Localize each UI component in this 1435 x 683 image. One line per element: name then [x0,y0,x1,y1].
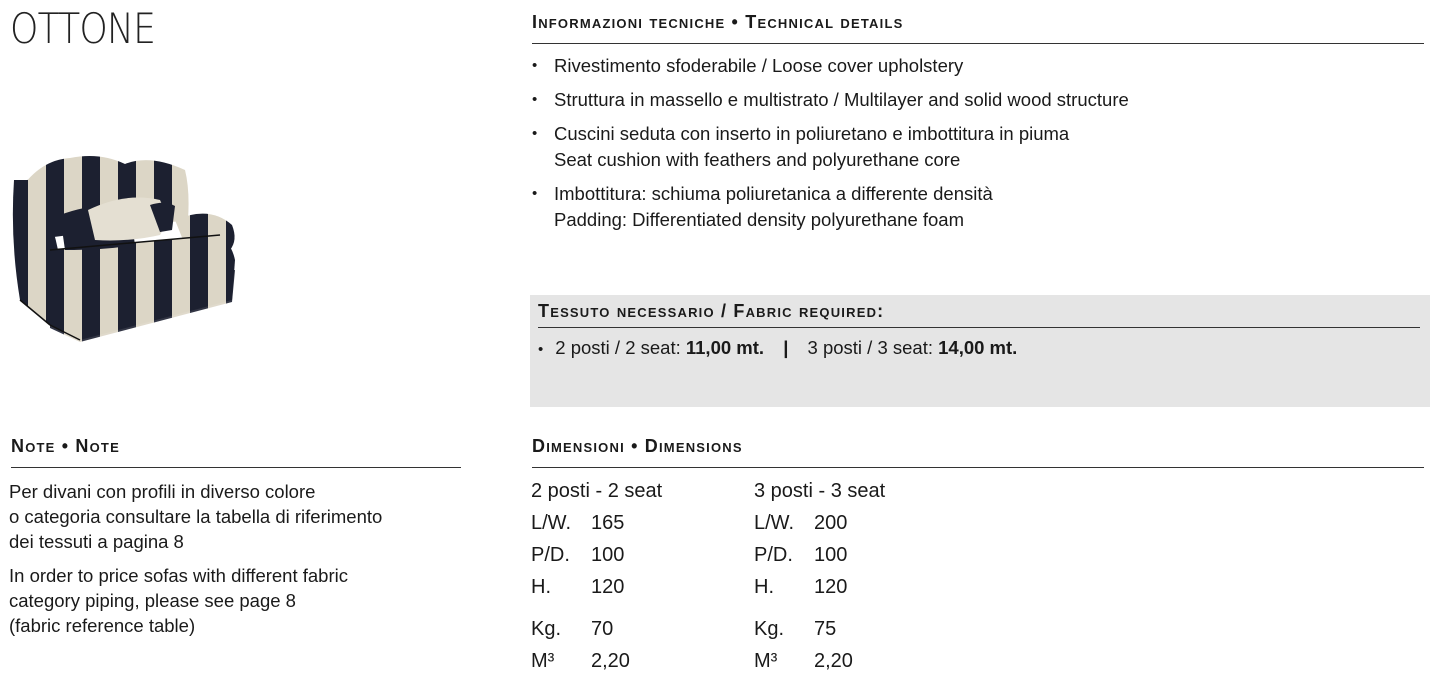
dimensions-three-seat [754,475,885,677]
fabric-three-seat-value: 14,00 mt. [938,337,1018,358]
technical-item-line: • Cuscini seduta con inserto in poliuretano e imbottitura in piuma [554,123,1070,144]
dimension-value: 100 [591,544,625,566]
fabric-heading: Tessuto necessario / Fabric required: [538,301,885,321]
fabric-requirements [538,337,1017,359]
dimension-row-weight [754,613,885,645]
technical-heading: Informazioni tecniche • Technical details [532,12,904,32]
fabric-two-seat-value: 11,00 mt. [685,337,765,358]
dimension-label: L/W. [531,512,572,534]
product-title: OTTONE [10,4,156,53]
dimension-value: 200 [814,512,848,534]
technical-item-line: Rivestimento sfoderabile / Loose cover upholstery [554,55,964,76]
dimension-label: H. [754,576,774,598]
dimension-value: 165 [591,512,625,534]
technical-item [532,53,1129,79]
dimension-row-width [531,507,662,539]
note-line: Per divani con profili in diverso colore [9,481,316,502]
dimension-row-width [754,507,885,539]
dimension-row-height [531,571,662,603]
dimension-value: 120 [591,576,625,598]
dimensions-two-seat [531,475,662,677]
dimension-value: 75 [814,618,837,640]
dimension-row-volume [754,645,885,677]
fabric-divider [538,327,1420,328]
notes-english [9,563,348,638]
dimension-label: M³ [754,650,778,672]
dimension-label: M³ [531,650,555,672]
dimension-label: P/D. [754,544,793,566]
technical-divider [532,43,1424,44]
fabric-bullet: • [538,341,544,358]
technical-item-line: • Imbottitura: schiuma poliuretanica a differente densità [554,183,993,204]
dimension-row-height [754,571,885,603]
note-line: In order to price sofas with different fabric [9,565,348,586]
dimension-row-weight [531,613,662,645]
technical-item-line: Struttura in massello e multistrato / Multilayer and solid wood structure [554,89,1129,110]
fabric-required-panel [530,295,1430,407]
dimension-value: 2,20 [814,650,853,672]
dimension-label: P/D. [531,544,570,566]
fabric-two-seat-label: 2 posti / 2 seat: [555,337,681,358]
dimension-column-title: 2 posti - 2 seat [531,480,663,502]
dimension-label: Kg. [531,618,562,640]
note-line: category piping, please see page 8 [9,590,296,611]
note-line: (fabric reference table) [9,615,196,636]
dimension-value: 2,20 [591,650,630,672]
dimension-label: H. [531,576,551,598]
technical-item [532,87,1129,113]
dimension-row-depth [754,539,885,571]
technical-item [532,181,1129,233]
dimension-value: 70 [591,618,614,640]
dimension-row-volume [531,645,662,677]
sofa-image [10,150,242,345]
dimension-label: L/W. [754,512,795,534]
dimension-row-depth [531,539,662,571]
dimension-column-title: 3 posti - 3 seat [754,480,886,502]
dimension-value: 120 [814,576,848,598]
dimensions-heading: Dimensioni • Dimensions [532,436,743,456]
technical-item-line: Seat cushion with feathers and polyurethane core [554,149,961,170]
dimension-value: 100 [814,544,848,566]
notes-divider [11,467,461,468]
fabric-separator: | [783,337,789,358]
notes-heading: Note • Note [11,436,120,456]
fabric-three-seat-label: 3 posti / 3 seat: [807,337,933,358]
technical-item [532,121,1129,173]
dimensions-divider [532,467,1424,468]
notes-italian [9,479,382,554]
technical-list [532,53,1129,241]
note-line: dei tessuti a pagina 8 [9,531,184,552]
technical-item-line: Padding: Differentiated density polyurethane foam [554,209,965,230]
note-line: o categoria consultare la tabella di riferimento [9,506,383,527]
dimension-label: Kg. [754,618,785,640]
